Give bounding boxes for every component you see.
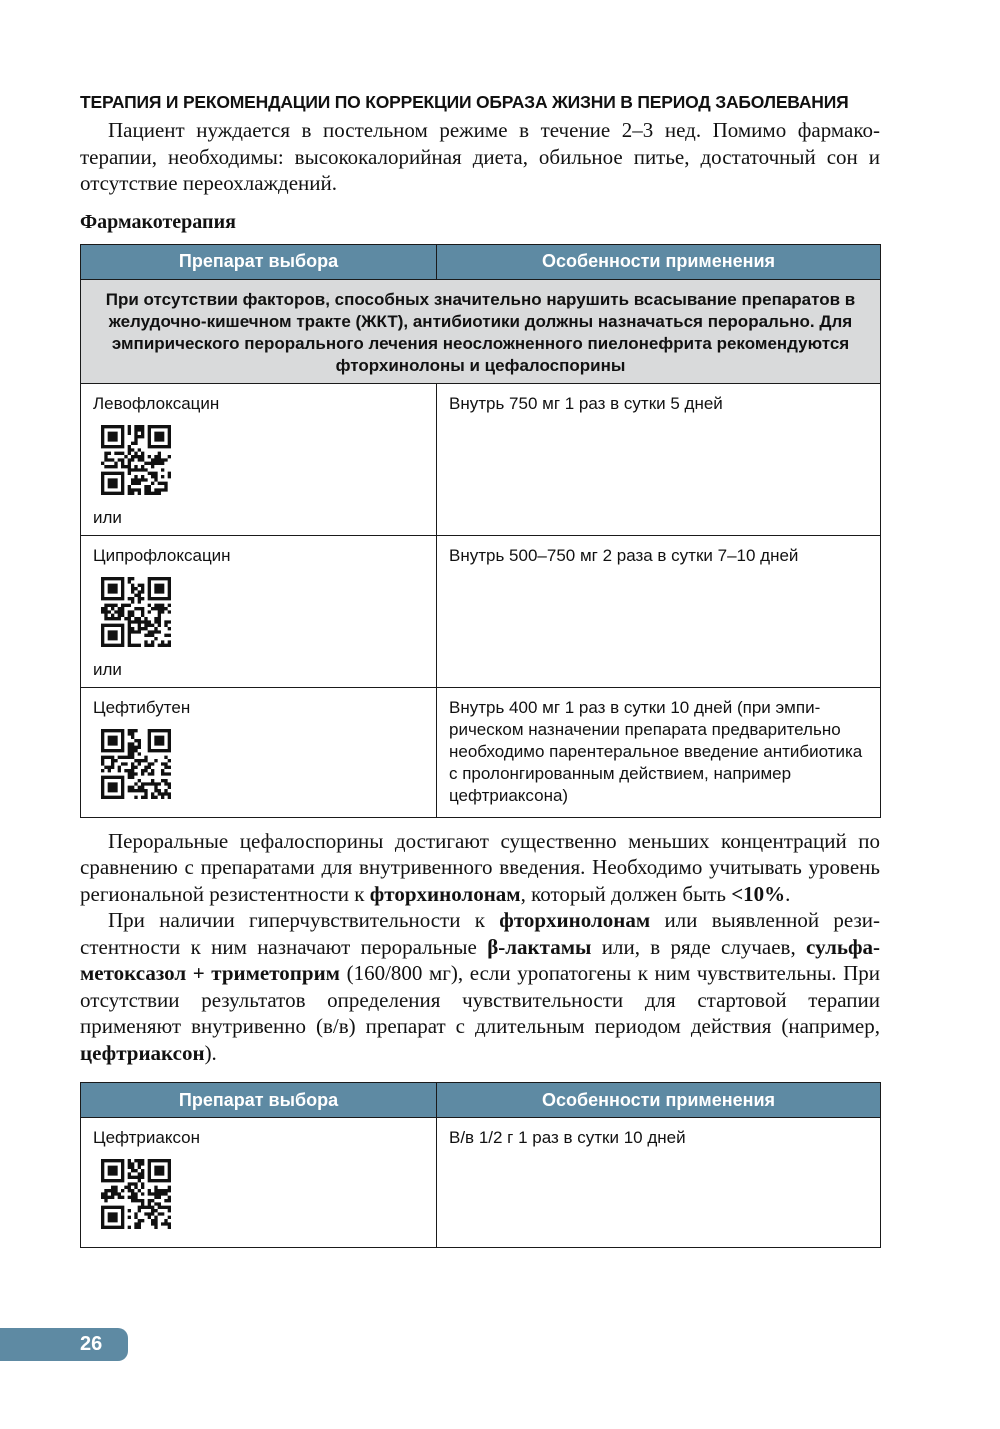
qr-code-icon (101, 1159, 171, 1229)
note-row (81, 279, 881, 383)
table-row (81, 535, 881, 687)
text-run: (160/800 мг), если уропатогены к ним чувствительны. При отсутствии результатов определения чувствительности для стартовой терапии применяют внутривенно (в/в) препарат с длительным периодом действия (например, (80, 961, 880, 1038)
page-number: 26 (80, 1333, 103, 1355)
paragraph-oral-cephalosporins (80, 828, 880, 908)
paragraph-hypersensitivity (80, 907, 880, 1066)
drug-table-1 (80, 244, 881, 818)
page-number-tab (0, 1328, 128, 1361)
drug-name: Ципрофлоксацин (93, 545, 231, 565)
bold-term: сульфаметоксазол + триметоприм (80, 934, 880, 985)
text-run: . (785, 881, 791, 906)
pharmacotherapy-subheading: Фармакотерапия (80, 210, 236, 233)
intro-paragraph: Пациент нуждается в постельном режиме в течение 2–3 нед. Помимо фармакотерапии, необходимы: высококалорийная диета, обильное питье, достаточный сон и отсутствие переохлаждений. (80, 118, 880, 195)
conjunction-text: или (93, 659, 122, 679)
drug-name: Цефтриаксон (93, 1128, 200, 1147)
text-run: , который должен быть (520, 881, 732, 906)
drug-name: Левофлоксацин (93, 393, 220, 413)
bold-term: фторхинолонам (369, 881, 521, 906)
text-run: ). (204, 1040, 217, 1065)
bold-term: β-лактамы (487, 934, 592, 959)
table-header-row (81, 244, 881, 279)
drug-cell (81, 383, 437, 535)
table-note: При отсутствии факторов, способных значительно нарушить всасывание препаратов в желудочно-кишечном тракте (ЖКТ), антибиотики должны назначаться перорально. Для эмпирического перорального лечения неосложненного пиелонефрита рекомендуются фторхинолоны и цефалоспорины (81, 279, 881, 383)
table-header-row (81, 1083, 881, 1118)
column-header-usage: Особенности применения (437, 244, 881, 279)
page-content (80, 92, 880, 1248)
text-run: или, в ряде случаев, (591, 934, 807, 959)
drug-cell (81, 1118, 437, 1248)
drug-name: Цефтибутен (93, 697, 191, 717)
table-row (81, 687, 881, 817)
drug-cell (81, 687, 437, 817)
usage-cell: В/в 1/2 г 1 раз в сутки 10 дней (437, 1118, 881, 1248)
drug-cell (81, 535, 437, 687)
usage-cell: Внутрь 750 мг 1 раз в сутки 5 дней (437, 383, 881, 535)
text-run: При наличии гиперчувствительности к (108, 908, 500, 932)
table-row (81, 1118, 881, 1248)
section-heading: ТЕРАПИЯ И РЕКОМЕНДАЦИИ ПО КОРРЕКЦИИ ОБРАЗА ЖИЗНИ В ПЕРИОД ЗАБОЛЕВАНИЯ (80, 92, 849, 112)
column-header-usage: Особенности применения (437, 1083, 881, 1118)
bold-term: фторхинолонам (499, 908, 651, 932)
table-row (81, 383, 881, 535)
usage-cell: Внутрь 400 мг 1 раз в сутки 10 дней (при эмпирическом назначении препарата предварительно необходимо парентеральное введение антибиотика с пролонгированным действием, например цефтриаксона) (437, 687, 881, 817)
text-run: Пероральные цефалоспорины достигают существенно меньших концентраций по сравнению с препаратами для внутривенного введения. Необходимо учитывать уровень региональной резистентности к (80, 828, 880, 906)
bold-term: цефтриаксон (80, 1040, 205, 1065)
text-run: или выявленной резистентности к ним назначают пероральные (80, 908, 880, 959)
bold-term: <10% (731, 881, 786, 906)
conjunction-text: или (93, 507, 122, 527)
drug-table-2 (80, 1082, 881, 1248)
usage-cell: Внутрь 500–750 мг 2 раза в сутки 7–10 дней (437, 535, 881, 687)
column-header-drug: Препарат выбора (81, 244, 437, 279)
qr-code-icon (101, 577, 171, 647)
qr-code-icon (101, 425, 171, 495)
qr-code-icon (101, 729, 171, 799)
column-header-drug: Препарат выбора (81, 1083, 437, 1118)
